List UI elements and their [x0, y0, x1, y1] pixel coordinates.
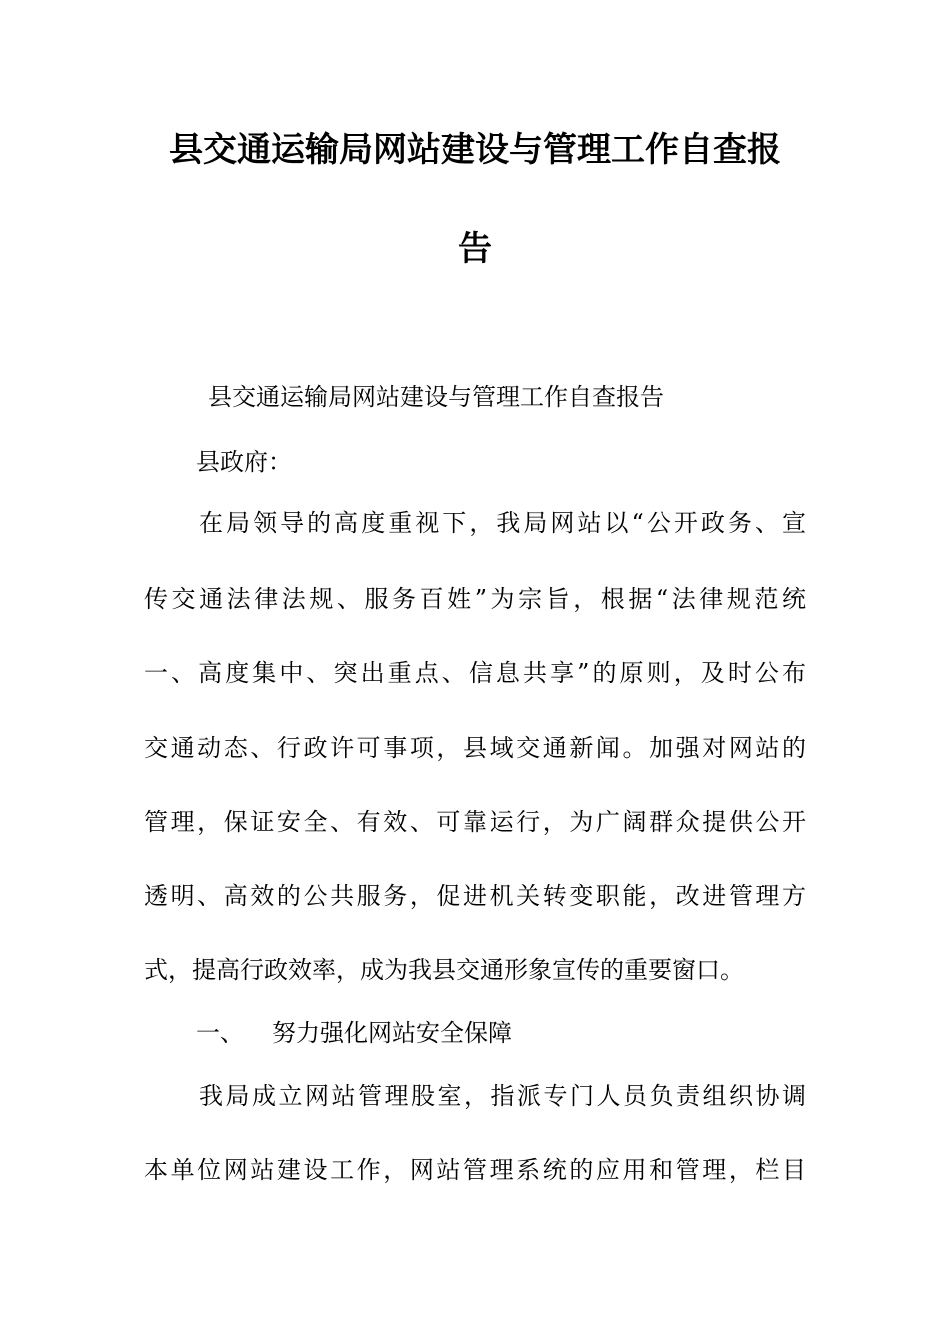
paragraph-1-line-3: 一、高度集中、突出重点、信息共享”的原则，及时公布	[144, 659, 806, 687]
document-title-line-2: 告	[458, 229, 492, 269]
paragraph-1-line-1: 在局领导的高度重视下，我局网站以“公开政务、宣	[199, 509, 806, 537]
paragraph-1-line-7: 式，提高行政效率，成为我县交通形象宣传的重要窗口。	[144, 956, 744, 984]
paragraph-2-line-2: 本单位网站建设工作，网站管理系统的应用和管理，栏目	[144, 1156, 806, 1184]
paragraph-2-line-1: 我局成立网站管理股室，指派专门人员负责组织协调	[199, 1082, 806, 1110]
paragraph-1-line-2: 传交通法律法规、服务百姓”为宗旨，根据“法律规范统	[144, 585, 806, 613]
paragraph-1-line-6: 透明、高效的公共服务，促进机关转变职能，改进管理方	[144, 882, 806, 910]
section-1-title: 努力强化网站安全保障	[272, 1019, 512, 1047]
paragraph-1-line-4: 交通动态、行政许可事项，县域交通新闻。加强对网站的	[144, 734, 806, 762]
paragraph-1-line-5: 管理，保证安全、有效、可靠运行，为广阔群众提供公开	[144, 808, 806, 836]
salutation: 县政府：	[196, 448, 292, 476]
document-title-line-1: 县交通运输局网站建设与管理工作自查报	[169, 130, 781, 170]
section-1-number: 一、	[196, 1019, 244, 1047]
document-subtitle: 县交通运输局网站建设与管理工作自查报告	[208, 383, 664, 411]
